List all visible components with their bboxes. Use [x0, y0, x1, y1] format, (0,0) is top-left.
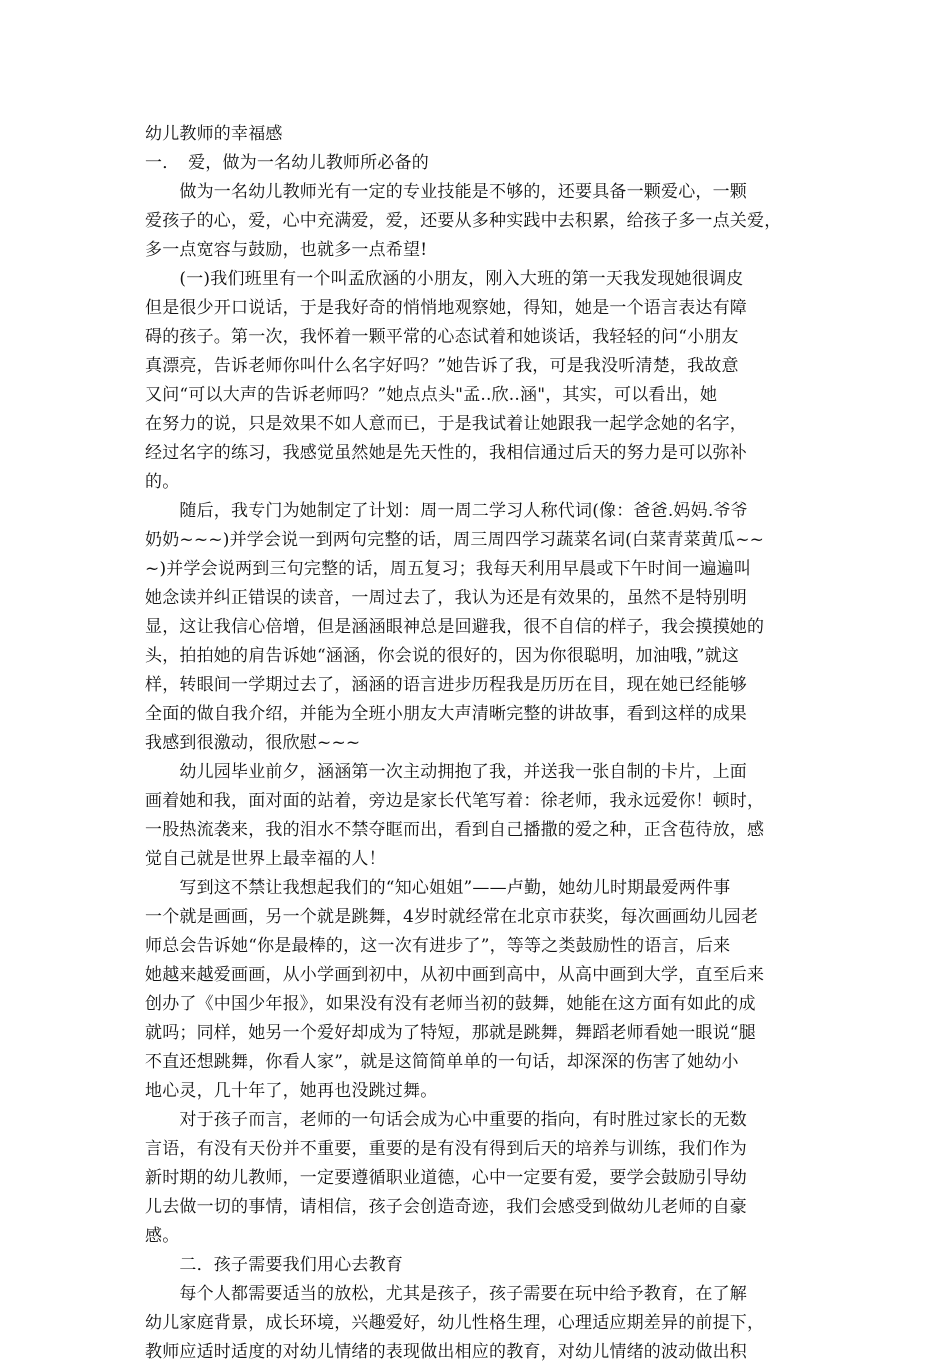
paragraph-line: 头，拍拍她的肩告诉她“涵涵，你会说的很好的，因为你很聪明，加油哦，”就这	[145, 646, 740, 666]
paragraph-line: 爱孩子的心，爱，心中充满爱，爱，还要从多种实践中去积累，给孩子多一点关爱，	[145, 211, 782, 231]
paragraph-line: 创办了《中国少年报》，如果没有没有老师当初的鼓舞，她能在这方面有如此的成	[145, 994, 756, 1014]
paragraph-line: 她念读并纠正错误的读音，一周过去了，我认为还是有效果的，虽然不是特别明	[145, 588, 747, 608]
paragraph-line: 一个就是画画，另一个就是跳舞，4岁时就经常在北京市获奖，每次画画幼儿园老	[145, 907, 759, 927]
paragraph-line: 不直还想跳舞，你看人家”，就是这简简单单的一句话，却深深的伤害了她幼小	[145, 1052, 739, 1072]
paragraph-line: (一)我们班里有一个叫孟欣涵的小朋友，刚入大班的第一天我发现她很调皮	[145, 269, 744, 289]
paragraph-line: 觉自己就是世界上最幸福的人！	[145, 849, 386, 869]
paragraph-line: 经过名字的练习，我感觉虽然她是先天性的，我相信通过后天的努力是可以弥补	[145, 443, 747, 463]
paragraph-line: 对于孩子而言，老师的一句话会成为心中重要的指向，有时胜过家长的无数	[145, 1110, 747, 1130]
paragraph-line: 多一点宽容与鼓励，也就多一点希望!	[145, 240, 428, 260]
paragraph-line: 一股热流袭来，我的泪水不禁夺眶而出，看到自己播撒的爱之种，正含苞待放，感	[145, 820, 765, 840]
paragraph-line: 画着她和我，面对面的站着，旁边是家长代笔写着：徐老师，我永远爱你！顿时，	[145, 791, 765, 811]
document-title: 幼儿教师的幸福感	[145, 124, 283, 144]
paragraph-line: 言语，有没有天份并不重要，重要的是有没有得到后天的培养与训练，我们作为	[145, 1139, 747, 1159]
paragraph-line: 师总会告诉她“你是最棒的，这一次有进步了”，等等之类鼓励性的语言，后来	[145, 936, 731, 956]
paragraph-line: 幼儿园毕业前夕，涵涵第一次主动拥抱了我，并送我一张自制的卡片，上面	[145, 762, 747, 782]
paragraph-line: 真漂亮，告诉老师你叫什么名字好吗？”她告诉了我，可是我没听清楚，我故意	[145, 356, 739, 376]
paragraph-line: 新时期的幼儿教师，一定要遵循职业道德，心中一定要有爱，要学会鼓励引导幼	[145, 1168, 747, 1188]
paragraph-line: 地心灵，几十年了，她再也没跳过舞。	[145, 1081, 438, 1101]
section-heading: 一． 爱，做为一名幼儿教师所必备的	[145, 153, 429, 173]
paragraph-line: 就吗；同样，她另一个爱好却成为了特短，那就是跳舞，舞蹈老师看她一眼说“腿	[145, 1023, 756, 1043]
paragraph-line: 儿去做一切的事情，请相信，孩子会创造奇迹，我们会感受到做幼儿老师的自豪	[145, 1197, 747, 1217]
paragraph-line: 教师应适时适度的对幼儿情绪的表现做出相应的教育，对幼儿情绪的波动做出积	[145, 1342, 747, 1362]
section-heading: 二．孩子需要我们用心去教育	[145, 1255, 403, 1275]
paragraph-line: 又问“可以大声的告诉老师吗？”她点点头"孟..欣..涵"，其实，可以看出，她	[145, 385, 718, 405]
paragraph-line: 全面的做自我介绍，并能为全班小朋友大声清晰完整的讲故事，看到这样的成果	[145, 704, 747, 724]
paragraph-line: 在努力的说，只是效果不如人意而已，于是我试着让她跟我一起学念她的名字，	[145, 414, 747, 434]
paragraph-line: 样，转眼间一学期过去了，涵涵的语言进步历程我是历历在目，现在她已经能够	[145, 675, 747, 695]
paragraph-line: 我感到很激动，很欣慰~~~	[145, 733, 361, 753]
paragraph-line: 写到这不禁让我想起我们的“知心姐姐”——卢勤，她幼儿时期最爱两件事	[145, 878, 731, 898]
paragraph-line: 幼儿家庭背景，成长环境，兴趣爱好，幼儿性格生理，心理适应期差异的前提下，	[145, 1313, 765, 1333]
paragraph-line: 的。	[145, 472, 180, 492]
paragraph-line: 她越来越爱画画，从小学画到初中，从初中画到高中，从高中画到大学，直至后来	[145, 965, 765, 985]
paragraph-line: 但是很少开口说话，于是我好奇的悄悄地观察她，得知，她是一个语言表达有障	[145, 298, 747, 318]
paragraph-line: 显，这让我信心倍增，但是涵涵眼神总是回避我，很不自信的样子，我会摸摸她的	[145, 617, 765, 637]
paragraph-line: 随后，我专门为她制定了计划：周一周二学习人称代词(像：爸爸.妈妈.爷爷	[145, 501, 748, 521]
paragraph-line: 奶奶~~~)并学会说一到两句完整的话，周三周四学习蔬菜名词(白菜青菜黄瓜~~	[145, 530, 765, 550]
paragraph-line: 做为一名幼儿教师光有一定的专业技能是不够的，还要具备一颗爱心，一颗	[145, 182, 747, 202]
paragraph-line: ~)并学会说两到三句完整的话，周五复习；我每天利用早晨或下午时间一遍遍叫	[145, 559, 752, 579]
document-body	[145, 120, 800, 1367]
paragraph-line: 碍的孩子。第一次，我怀着一颗平常的心态试着和她谈话，我轻轻的问“小朋友	[145, 327, 739, 347]
paragraph-line: 每个人都需要适当的放松，尤其是孩子，孩子需要在玩中给予教育，在了解	[145, 1284, 747, 1304]
paragraph-line: 感。	[145, 1226, 180, 1246]
